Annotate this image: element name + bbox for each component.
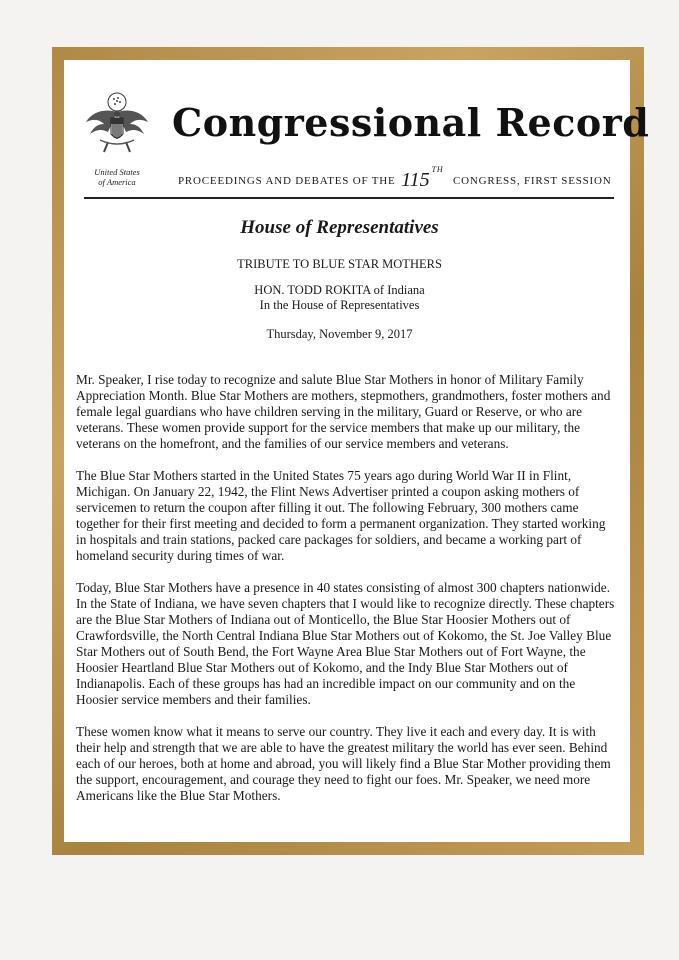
paragraph: These women know what it means to serve our country. They live it each and every day. It is with their help and strength that we are able to have the greatest military the world has ever seen. Behind each of our heroes, both at home and abroad, you will likely find a Blue Star Mother providing them the support, encouragement, and courage they need to fight our foes. Mr. Speaker, we need more Americans like the Blue Star Mothers. (76, 724, 611, 803)
paragraph: The Blue Star Mothers started in the United States 75 years ago during World War II in Flint, Michigan. On January 22, 1942, the Flint News Advertiser printed a coupon asking mothers of servicemen to return the coupon after filling it out. The following February, 300 mothers came together for their first meeting and decided to form a permanent organization. They started working in hospitals and train stations, packed care packages for soldiers, and became a working part of homeland security during times of war. (76, 468, 606, 563)
speaker-name: HON. TODD ROKITA of Indiana (254, 283, 425, 297)
header-rule (84, 197, 614, 199)
paragraph: Mr. Speaker, I rise today to recognize and salute Blue Star Mothers in honor of Military Family Appreciation Month. Blue Star Mothers are mothers, stepmothers, grandmothers, foster mothers and female legal guardians who have children serving in the military, Guard or Reserve, or who are veterans. These women provide support for the service members that make up our military, the veterans on the homefront, and the families of our service members and veterans. (76, 372, 611, 451)
remarks-body (76, 372, 616, 820)
proceedings-subtitle (178, 163, 612, 192)
publication-title: Congressional Record (172, 100, 650, 145)
proceedings-suffix: CONGRESS, FIRST SESSION (453, 175, 612, 187)
paragraph: Today, Blue Star Mothers have a presence in 40 states consisting of almost 300 chapters nationwide. In the State of Indiana, we have seven chapters that I would like to recognize directly. These chapters are the Blue Star Mothers of Indiana out of Monticello, the Blue Star Hoosier Mothers out of Crawfordsville, the North Central Indiana Blue Star Mothers out of Kokomo, the St. Joe Valley Blue Star Mothers out of South Bend, the Fort Wayne Area Blue Star Mothers out of Fort Wayne, the Hoosier Heartland Blue Star Mothers out of Kokomo, and the Indy Blue Star Mothers out of Indianapolis. Each of these groups has had an incredible impact on our community and on the Hoosier service members and their families. (76, 580, 615, 707)
seal-caption (84, 167, 150, 187)
tribute-title: TRIBUTE TO BLUE STAR MOTHERS (237, 257, 442, 271)
seal-caption-line1: United States (94, 167, 140, 177)
seal-caption-line2: of America (98, 177, 136, 187)
chamber-heading: House of Representatives (240, 217, 439, 238)
speaker-location: In the House of Representatives (259, 298, 420, 312)
record-date: Thursday, November 9, 2017 (266, 327, 413, 341)
proceedings-prefix: PROCEEDINGS AND DEBATES OF THE (178, 175, 396, 187)
congress-suffix: th (431, 163, 444, 175)
great-seal-eagle-icon (82, 88, 152, 158)
congress-number: 115 (401, 169, 430, 191)
